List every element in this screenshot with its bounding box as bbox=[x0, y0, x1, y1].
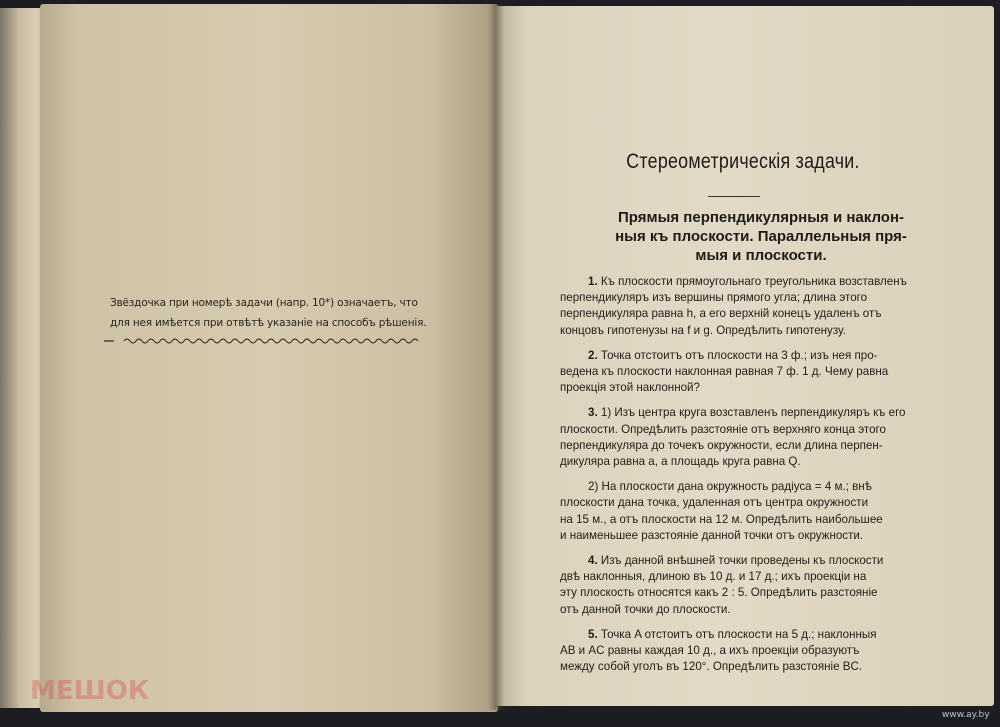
book-gutter bbox=[488, 4, 504, 710]
problem-line: плоскости. Опредѣлить разстояніе отъ верхняго конца этого bbox=[560, 422, 886, 436]
wavy-divider bbox=[104, 336, 422, 346]
problem-line: эту плоскость относятся какъ 2 : 5. Опредѣлить разстояніе bbox=[560, 586, 878, 600]
problem-item bbox=[560, 479, 940, 544]
section-heading-line: Прямыя перпендикулярныя и наклон- bbox=[617, 209, 904, 226]
problem-line: 4. Изъ данной внѣшней точки проведены къ плоскости bbox=[588, 554, 884, 568]
problem-line: ведена къ плоскости наклонная равная 7 ф. 1 д. Чему равна bbox=[560, 365, 889, 379]
problem-line: на 15 м., а отъ плоскости на 12 м. Опредѣлить наибольшее bbox=[560, 512, 883, 526]
problem-line: отъ данной точки до плоскости. bbox=[560, 602, 731, 616]
left-page bbox=[40, 4, 498, 712]
problem-line: перпендикуляра до точекъ окружности, если длина перпен- bbox=[560, 438, 883, 452]
problem-list bbox=[560, 274, 940, 684]
problem-line: перпендикуляра равна h, а его верхній конецъ удаленъ отъ bbox=[560, 307, 882, 321]
note-line: Звёздочка при номерѣ задачи (напр. 10*) означаетъ, что bbox=[110, 297, 418, 309]
problem-line: 3. 1) Изъ центра круга возставленъ перпендикуляръ къ его bbox=[588, 406, 906, 420]
problem-number: 4. bbox=[588, 554, 601, 568]
problem-line: 5. Точка A отстоитъ отъ плоскости на 5 д.; наклонныя bbox=[588, 627, 877, 641]
problem-line: 2. Точка отстоитъ отъ плоскости на 3 ф.; изъ нея про- bbox=[588, 348, 878, 362]
problem-line: дикуляра равна a, а площадь круга равна Q. bbox=[560, 455, 801, 469]
problem-line: AB и AC равны каждая 10 д., а ихъ проекціи образуютъ bbox=[560, 644, 860, 658]
note-line: для нея имѣется при отвѣтѣ указаніе на способъ рѣшенія. bbox=[110, 317, 427, 329]
watermark-url: www.ay.by bbox=[942, 710, 990, 720]
problem-line: 2) На плоскости дана окружность радіуса = 4 м.; внѣ bbox=[588, 480, 872, 494]
problem-line: перпендикуляръ изъ вершины прямого угла; длина этого bbox=[560, 291, 868, 305]
problem-item bbox=[560, 553, 940, 618]
problem-line: проекція этой наклонной? bbox=[560, 381, 700, 395]
problem-line: концовъ гипотенузы на f и g. Опредѣлить гипотенузу. bbox=[560, 323, 846, 337]
problem-line: плоскости дана точка, удаленная отъ центра окружности bbox=[560, 496, 869, 510]
problem-item bbox=[560, 405, 940, 470]
asterisk-note bbox=[110, 293, 428, 333]
section-heading bbox=[552, 208, 970, 265]
problem-number: 1. bbox=[588, 275, 601, 288]
problem-number: 3. bbox=[588, 406, 601, 420]
watermark-logo: МЕШОК bbox=[30, 676, 150, 706]
problem-item bbox=[560, 348, 940, 397]
page-title: Стереометрическія задачи. bbox=[626, 150, 860, 173]
problem-number: 2. bbox=[588, 348, 601, 362]
title-rule bbox=[708, 196, 760, 197]
problem-number: 5. bbox=[588, 627, 601, 641]
problem-line: и наименьшее разстояніе данной точки отъ окружности. bbox=[560, 528, 864, 542]
section-heading-line: мыя и плоскости. bbox=[695, 247, 827, 264]
problem-item bbox=[560, 274, 940, 339]
problem-line: 1. Къ плоскости прямоугольнаго треугольника возставленъ bbox=[588, 275, 907, 288]
problem-line: между собой уголъ въ 120°. Опредѣлить разстояніе BC. bbox=[560, 660, 863, 674]
problem-line: двѣ наклонныя, длиною въ 10 д. и 17 д.; ихъ проекціи на bbox=[560, 570, 867, 584]
section-heading-line: ныя къ плоскости. Параллельныя пря- bbox=[615, 228, 907, 245]
problem-item bbox=[560, 627, 940, 676]
